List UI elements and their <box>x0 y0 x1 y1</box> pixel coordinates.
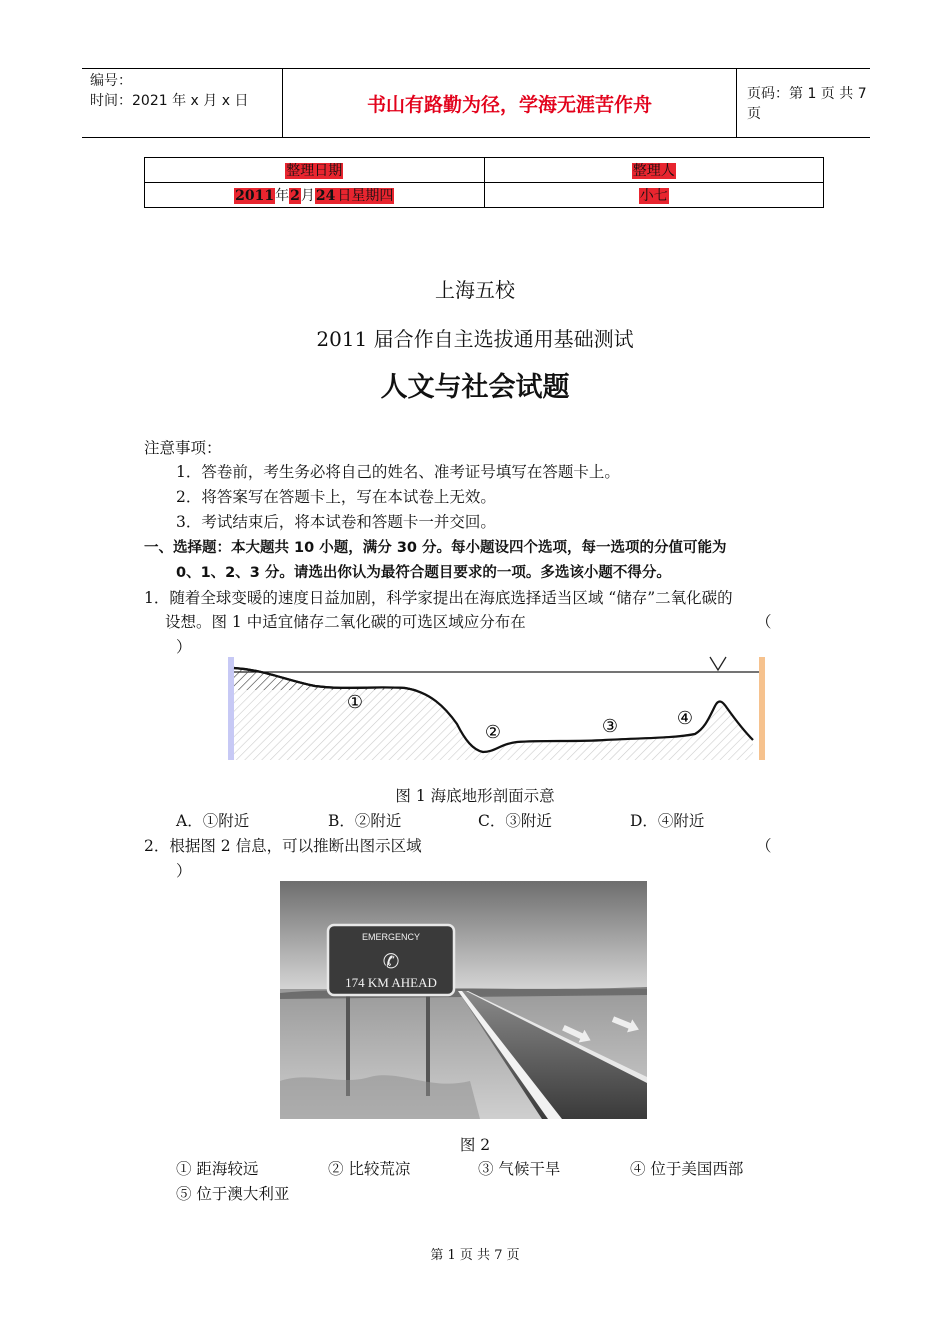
footer-page-number: 第 1 页 共 7 页 <box>430 1248 520 1263</box>
section1-line1: 一、选择题：本大题共 10 小题，满分 30 分。每小题设四个选项，每一选项的分值可能为 <box>144 540 727 556</box>
info-table-value-row <box>145 183 824 208</box>
figure1-caption: 图 1 海底地形剖面示意 <box>395 787 555 805</box>
title-main: 人文与社会试题 <box>380 372 570 403</box>
notes-item-3: 3．考试结束后，将本试卷和答题卡一并交回。 <box>176 513 496 531</box>
outback-road-photo <box>280 881 647 1119</box>
q1-line2: 设想。图 1 中适宜储存二氧化碳的可选区域应分布在 <box>165 613 526 631</box>
q2-paren-open: （ <box>756 837 772 855</box>
marker-1: ① <box>346 692 364 713</box>
q2-option-5: ⑤ 位于澳大利亚 <box>176 1185 290 1203</box>
date-month-unit: 月 <box>300 188 315 204</box>
date-day: 24 <box>315 188 336 204</box>
info-table-header-row <box>145 158 824 183</box>
person-header: 整理人 <box>632 163 675 179</box>
q1-option-c: C．③附近 <box>478 812 552 830</box>
date-month: 2 <box>290 188 300 204</box>
info-table <box>144 157 824 208</box>
title-school: 上海五校 <box>435 278 515 302</box>
seafloor-profile-figure <box>225 652 770 764</box>
sign-top-text: EMERGENCY <box>361 932 421 942</box>
q2-line1: 2．根据图 2 信息，可以推断出图示区域 <box>144 837 422 855</box>
figure2-caption: 图 2 <box>459 1136 491 1154</box>
q2-option-2: ② 比较荒凉 <box>328 1160 411 1178</box>
header-meta <box>82 69 282 137</box>
marker-3: ③ <box>601 716 619 737</box>
outback-road-scene <box>280 881 647 1119</box>
date-year: 2011 <box>235 188 275 204</box>
section1-line2: 0、1、2、3 分。请选出你认为最符合题目要求的一项。多选该小题不得分。 <box>176 565 671 581</box>
marker-2: ② <box>484 722 502 743</box>
time-label: 时间：2021 年 x 月 x 日 <box>90 93 249 109</box>
person-header-cell <box>484 158 824 183</box>
page-header <box>82 68 870 138</box>
q1-paren-open: （ <box>756 613 772 631</box>
q2-option-4: ④ 位于美国西部 <box>630 1160 744 1178</box>
notes-item-2: 2．将答案写在答题卡上，写在本试卷上无效。 <box>176 488 496 506</box>
header-motto: 书山有路勤为径，学海无涯苦作舟 <box>282 69 737 137</box>
notes-item-1: 1．答卷前，考生务必将自己的姓名、准考证号填写在答题卡上。 <box>176 463 620 481</box>
notes-heading: 注意事项： <box>144 439 222 457</box>
person-value: 小七 <box>639 188 668 204</box>
title-exam: 2011 届合作自主选拔通用基础测试 <box>316 327 634 351</box>
q1-option-a: A．①附近 <box>176 812 250 830</box>
q2-option-1: ① 距海较远 <box>176 1160 259 1178</box>
sea-level-symbol <box>710 657 726 670</box>
q2-option-3: ③ 气候干旱 <box>478 1160 561 1178</box>
marker-4: ④ <box>676 708 694 729</box>
q2-paren-close: ） <box>176 862 192 880</box>
date-value-cell <box>145 183 485 208</box>
left-boundary-bar <box>228 657 234 760</box>
q1-paren-close: ） <box>176 638 192 656</box>
header-page-label: 页码：第 1 页 共 7 页 <box>747 86 867 122</box>
date-year-unit: 年 <box>275 188 290 204</box>
phone-icon: ✆ <box>382 949 400 973</box>
q1-option-b: B．②附近 <box>328 812 402 830</box>
number-label: 编号： <box>90 73 132 89</box>
sign-bottom-text: 174 KM AHEAD <box>345 975 437 990</box>
right-boundary-bar <box>759 657 765 760</box>
person-value-cell <box>484 183 824 208</box>
date-header: 整理日期 <box>286 163 343 179</box>
q1-line1: 1．随着全球变暖的速度日益加剧，科学家提出在海底选择适当区域 “储存”二氧化碳的 <box>144 589 733 607</box>
date-header-cell <box>145 158 485 183</box>
date-weekday: 日星期四 <box>337 188 394 204</box>
q1-option-d: D．④附近 <box>630 812 705 830</box>
